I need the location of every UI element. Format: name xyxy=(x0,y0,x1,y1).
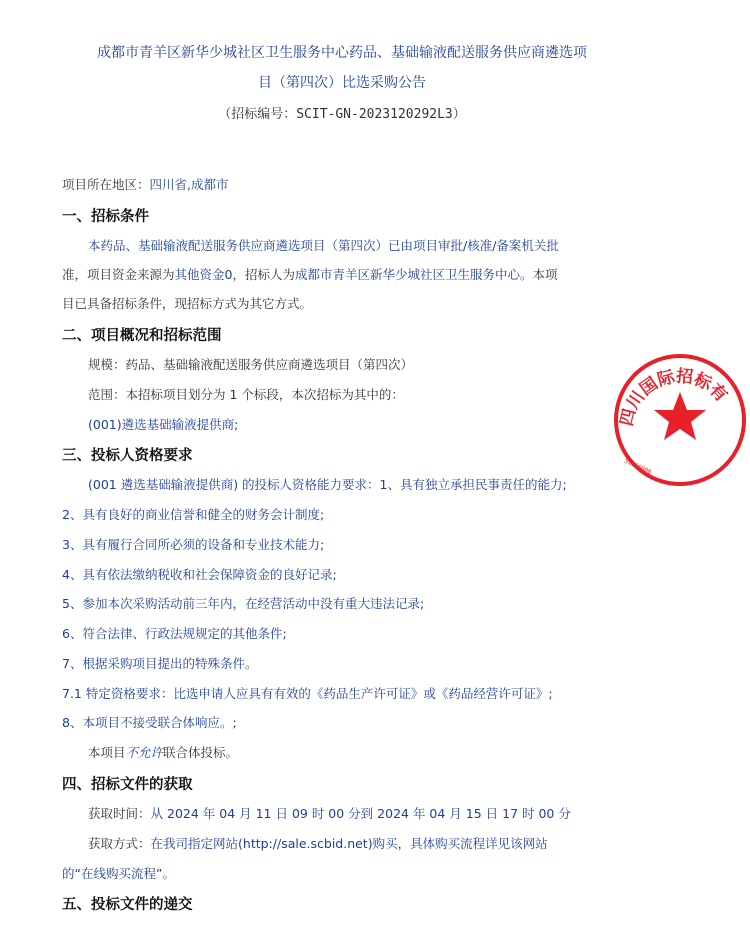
section-heading-5: 五、投标文件的递交 xyxy=(62,897,193,913)
requirement-3: 3、具有履行合同所必须的设备和专业技术能力; xyxy=(62,537,325,552)
consortium-note xyxy=(88,743,238,761)
s1-text-e: 。本项 xyxy=(520,267,558,282)
acquire-method xyxy=(88,834,548,852)
seal-serial: 51010000 xyxy=(623,457,653,477)
acquire-time xyxy=(88,804,571,822)
project-scale: 规模：药品、基础输液配送服务供应商遴选项目（第四次） xyxy=(88,357,414,372)
seal-star-icon xyxy=(654,392,706,440)
acquire-method-cont: 的“在线购买流程”。 xyxy=(62,866,175,881)
s1-paragraph-line3: 目已具备招标条件，现招标方式为其它方式。 xyxy=(62,296,313,311)
s1-paragraph-line1: 本药品、基础输液配送服务供应商遴选项目（第四次）已由项目审批/核准/备案机关批 xyxy=(88,238,559,253)
tender-number: （招标编号：SCIT-GN-2023120292L3） xyxy=(218,107,466,122)
seal-text: 四川国际招标有 xyxy=(616,366,732,429)
consortium-allowed: 不允许 xyxy=(125,745,164,760)
requirement-2: 2、具有良好的商业信誉和健全的财务会计制度; xyxy=(62,507,325,522)
requirement-8: 8、本项目不接受联合体响应。; xyxy=(62,715,237,730)
location-label: 项目所在地区： xyxy=(62,177,150,192)
document-title-line1: 成都市青羊区新华少城社区卫生服务中心药品、基础输液配送服务供应商遴选项 xyxy=(97,45,587,61)
location-row xyxy=(62,175,229,193)
section-heading-3: 三、投标人资格要求 xyxy=(62,448,193,464)
tenderer-name: 成都市青羊区新华少城社区卫生服务中心 xyxy=(294,267,520,282)
s1-paragraph-line2 xyxy=(62,265,558,283)
consortium-text-c: 联合体投标。 xyxy=(163,745,239,760)
requirement-5: 5、参加本次采购活动前三年内，在经营活动中没有重大违法记录; xyxy=(62,596,425,611)
acquire-method-label: 获取方式： xyxy=(88,836,151,851)
section-heading-4: 四、招标文件的获取 xyxy=(62,777,193,793)
requirement-4: 4、具有依法缴纳税收和社会保障资金的良好记录; xyxy=(62,567,337,582)
section-heading-1: 一、招标条件 xyxy=(62,209,149,225)
requirement-7-1: 7.1 特定资格要求：比选申请人应具有有效的《药品生产许可证》或《药品经营许可证》; xyxy=(62,686,553,701)
section-heading-2: 二、项目概况和招标范围 xyxy=(62,328,222,344)
company-seal-stamp xyxy=(610,350,750,490)
acquire-time-label: 获取时间： xyxy=(88,806,151,821)
consortium-text-a: 本项目 xyxy=(88,745,126,760)
requirement-6: 6、符合法律、行政法规规定的其他条件; xyxy=(62,626,287,641)
acquire-method-value: 在我司指定网站(http://sale.scbid.net)购买，具体购买流程详见该网站 xyxy=(150,836,548,851)
lot-item: (001)遴选基础输液提供商; xyxy=(88,417,239,432)
requirement-7: 7、根据采购项目提出的特殊条件。 xyxy=(62,656,258,671)
requirement-intro: (001 遴选基础输液提供商) 的投标人资格能力要求：1、具有独立承担民事责任的能力; xyxy=(88,477,567,492)
document-title-line2: 目（第四次）比选采购公告 xyxy=(258,75,426,91)
funding-source: 其他资金0 xyxy=(174,267,233,282)
location-value: 四川省,成都市 xyxy=(149,177,229,192)
acquire-time-value: 从 2024 年 04 月 11 日 09 时 00 分到 2024 年 04 月 15 日 17 时 00 分 xyxy=(150,806,571,821)
s1-text-c: ，招标人为 xyxy=(232,267,295,282)
project-scope: 范围：本招标项目划分为 1 个标段，本次招标为其中的： xyxy=(88,387,404,402)
s1-text-a: 准，项目资金来源为 xyxy=(62,267,175,282)
